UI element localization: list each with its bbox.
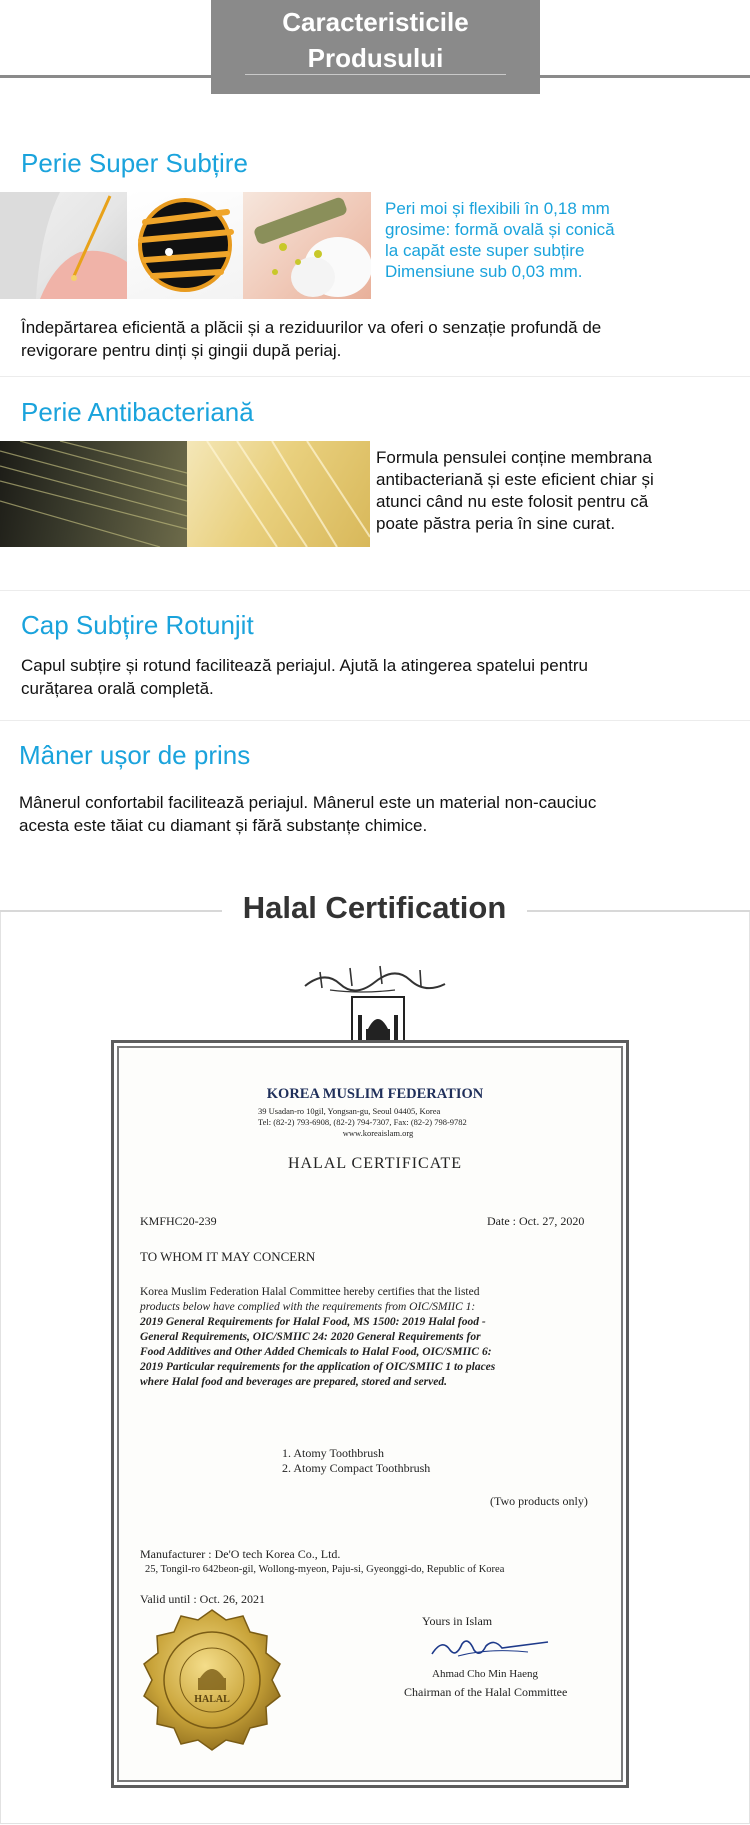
section2-side-text [376,447,654,535]
gold-seal [140,1608,284,1752]
section3-body [21,654,588,700]
certificate-heading: HALAL CERTIFICATE [287,1155,463,1172]
section-title-easy-grip: Mâner ușor de prins [19,740,251,770]
body-line: General Requirements, OIC/SMIIC 24: 2020 General Requirements for [140,1331,481,1343]
product-item: 1. Atomy Toothbrush [282,1446,384,1460]
halal-rule-right [527,910,750,912]
certificate-body [140,1285,615,1390]
body-line: revigorare pentru dinți și gingii după periaj. [21,341,342,360]
image-bristle-tip-closeup [0,192,127,299]
body-line: acesta este tăiat cu diamant și fără substanțe chimice. [19,816,428,835]
side-text-line: poate păstra peria în sine curat. [376,514,616,533]
section1-side-text [385,198,615,282]
divider [0,720,750,721]
section-title-thin-head: Cap Subțire Rotunjit [21,610,254,640]
basmala-calligraphy [300,962,450,994]
product-list [282,1446,430,1476]
side-text-line: atunci când nu este folosit pentru că [376,492,649,511]
body-line: 2019 Particular requirements for the application of OIC/SMIIC 1 to places [140,1361,496,1373]
section1-body [21,316,601,362]
side-text-line: Peri moi și flexibili în 0,18 mm [385,199,610,218]
image-bristles-magnified [127,192,243,299]
header-title-line2: Produsului [307,43,444,73]
header-title-line1: Caracteristicile [282,7,469,37]
valid-until: Valid until : Oct. 26, 2021 [140,1592,265,1606]
salutation: TO WHOM IT MAY CONCERN [140,1249,316,1264]
side-text-line: grosime: formă ovală și conică [385,220,615,239]
signatory-name: Ahmad Cho Min Haeng [432,1668,539,1680]
side-text-line: la capăt este super subțire [385,241,585,260]
image-bristles-light-closeup [187,441,370,547]
header-underline [245,74,506,75]
side-text-line: Formula pensulei conține membrana [376,448,652,467]
body-line: Korea Muslim Federation Halal Committee hereby certifies that the listed [140,1286,480,1298]
body-line: Food Additives and Other Added Chemicals to Halal Food, OIC/SMIIC 6: [140,1346,492,1358]
side-text-line: antibacteriană și este eficient chiar și [376,470,654,489]
org-contact [258,1106,498,1139]
certificate-ref-no: KMFHC20-239 [140,1214,217,1228]
halal-rule-left [0,910,222,912]
side-text-line: Dimensiune sub 0,03 mm. [385,262,583,281]
section-title-antibacterial: Perie Antibacteriană [21,397,254,427]
page-header [211,0,540,94]
certificate-date: Date : Oct. 27, 2020 [487,1214,585,1228]
manufacturer-address: 25, Tongil-ro 642beon-gil, Wollong-myeon, Paju-si, Gyeonggi-do, Republic of Korea [145,1564,505,1575]
body-line: where Halal food and beverages are prepared, stored and served. [140,1376,447,1388]
body-line: Mânerul confortabil facilitează periajul. Mânerul este un material non-cauciuc [19,793,597,812]
body-line: Îndepărtarea eficientă a plăcii și a reziduurilor va oferi o senzație profundă de [21,318,602,337]
section4-body [19,791,596,837]
seal-center-text: HALAL [194,1694,230,1705]
closing: Yours in Islam [422,1614,493,1628]
divider [0,376,750,377]
halal-title: Halal Certification [242,890,507,925]
org-address: 39 Usadan-ro 10gil, Yongsan-gu, Seoul 04405, Korea [258,1106,441,1116]
manufacturer: Manufacturer : De'O tech Korea Co., Ltd. [140,1547,341,1561]
org-tel: Tel: (82-2) 793-6908, (82-2) 794-7307, Fax: (82-2) 798-9782 [258,1117,467,1127]
section-title-super-thin: Perie Super Subțire [21,148,248,178]
body-line: Capul subțire și rotund facilitează periajul. Ajută la atingerea spatelui pentru [21,656,589,675]
products-note: (Two products only) [490,1494,588,1508]
org-name: KOREA MUSLIM FEDERATION [266,1086,484,1102]
body-line: curățarea orală completă. [21,679,214,698]
signatory-title: Chairman of the Halal Committee [404,1685,568,1699]
body-line: 2019 General Requirements for Halal Food, MS 1500: 2019 Halal food - [140,1316,486,1328]
signature [428,1632,553,1662]
divider [0,590,750,591]
image-brushing-teeth [243,192,371,299]
body-line: products below have complied with the requirements from OIC/SMIIC 1: [140,1301,476,1313]
product-item: 2. Atomy Compact Toothbrush [282,1461,431,1475]
image-bristles-dark-closeup [0,441,187,547]
org-website: www.koreaislam.org [342,1128,414,1138]
